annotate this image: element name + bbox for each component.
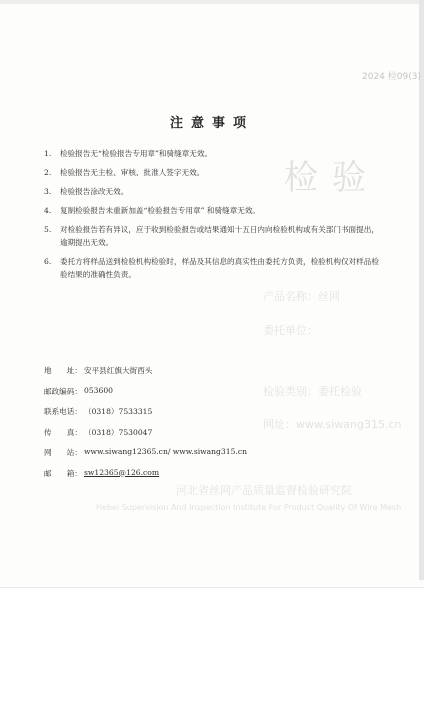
document-code: 2024 检09(3)	[362, 72, 421, 82]
notice-text: 对检验报告若有异议，应于收到检验报告或结果通知十五日内向检验机构或有关部门书面提出，逾期提出无效。	[60, 225, 379, 247]
contact-label: 邮政编码：	[44, 386, 82, 396]
fax-value: （0318）7530047	[84, 427, 153, 437]
notice-item	[44, 166, 384, 179]
contact-row-phone	[44, 406, 384, 427]
contact-row-postcode	[44, 386, 384, 407]
scan-edge	[419, 0, 424, 580]
page-title: 注意事项	[169, 116, 254, 131]
notice-number: 6.	[44, 257, 52, 266]
bleed-through-line: Hebei Supervision And Inspection Institute For Product Quality Of Wire Mesh	[96, 503, 402, 512]
notice-list	[44, 147, 384, 287]
bleed-through-line: 河北省丝网产品质量监督检验研究院	[176, 484, 352, 497]
notice-item	[44, 223, 384, 249]
notice-number: 1.	[44, 149, 52, 158]
contact-row-fax	[44, 427, 384, 448]
notice-number: 3.	[44, 187, 52, 196]
contact-label: 传 真：	[44, 427, 82, 437]
contact-info	[44, 365, 384, 488]
notice-item	[44, 204, 384, 217]
contact-row-address	[44, 365, 384, 386]
scan-edge	[0, 0, 424, 4]
contact-label: 网 站：	[44, 448, 82, 457]
scan-margin	[0, 587, 424, 701]
phone-value: （0318）7533315	[84, 407, 153, 416]
bleed-through-line: 网址：www.siwang315.cn	[263, 418, 402, 431]
notice-text: 检验报告无“检验报告专用章”和骑缝章无效。	[60, 149, 213, 158]
bleed-through-title: 检验	[284, 158, 380, 198]
notice-item	[44, 255, 384, 281]
notice-text: 检验报告无主检、审核、批准人签字无效。	[60, 168, 205, 177]
notice-text: 检验报告涂改无效。	[60, 187, 129, 196]
notice-number: 5.	[44, 225, 52, 234]
contact-label: 地 址：	[44, 366, 82, 375]
contact-label: 联系电话：	[44, 407, 82, 416]
bleed-through-line: 检验类别：委托检验	[263, 385, 362, 398]
notice-number: 4.	[44, 206, 52, 215]
notice-item	[44, 147, 384, 160]
notice-text: 复制检验报告未重新加盖“检验报告专用章” 和骑缝章无效。	[60, 206, 261, 215]
postcode-value: 053600	[84, 385, 113, 395]
email-link: sw12365@126.com	[84, 467, 160, 477]
address-value: 安平县红旗大街西头	[84, 366, 153, 375]
notice-number: 2.	[44, 168, 52, 177]
bleed-through-line: 委托单位：	[263, 324, 318, 337]
contact-row-email	[44, 468, 384, 489]
contact-row-website	[44, 447, 384, 468]
website-link: www.siwang12365.cn/ www.siwang315.cn	[84, 447, 247, 456]
notice-text: 委托方将样品送到检验机构检验时，样品及其信息的真实性由委托方负责，检验机构仅对样品检验结果的准确性负责。	[60, 257, 379, 279]
bleed-through-line: 产品名称：丝网	[263, 290, 340, 303]
contact-label: 邮 箱：	[44, 468, 82, 478]
notice-item	[44, 185, 384, 198]
